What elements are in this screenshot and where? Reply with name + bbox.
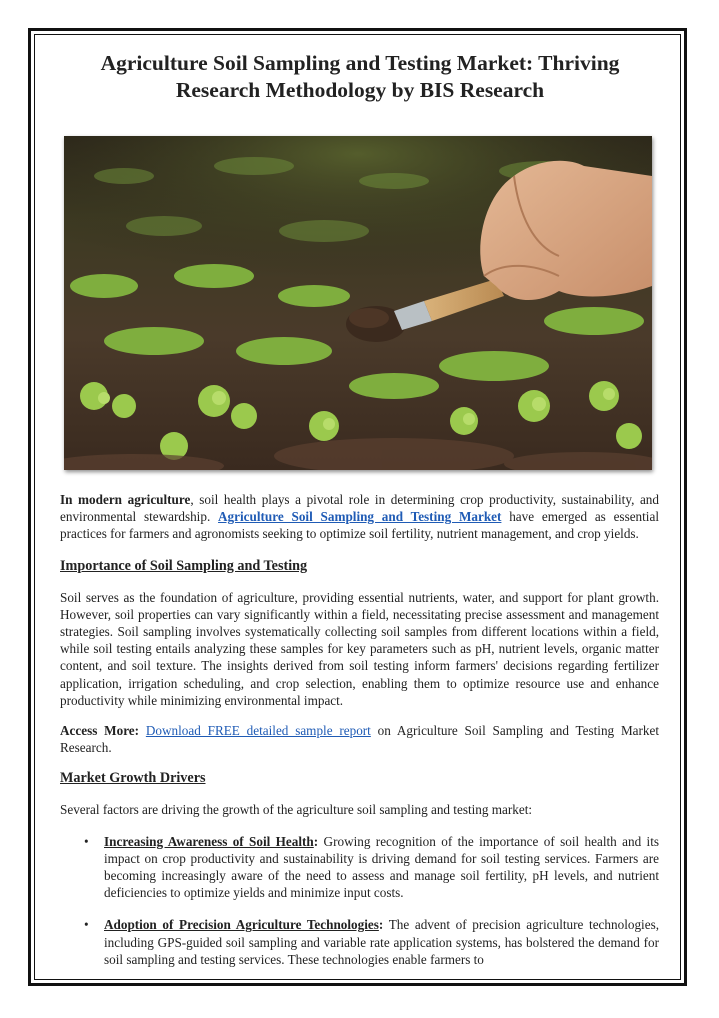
access-more-text: on Agriculture Soil Sampling and Testing Market Research. — [60, 723, 660, 756]
intro-paragraph — [60, 491, 659, 543]
growth-drivers-heading: Market Growth Drivers — [60, 770, 206, 787]
market-report-link[interactable]: Agriculture Soil Sampling and Testing Market — [218, 509, 502, 525]
importance-paragraph: Soil serves as the foundation of agriculture, providing essential nutrients, water, and support for plant growth. However, soil properties can vary significantly within a field, necessitating precise assessment and management strategies. Soil sampling involves systematically collecting soil samples from different locations within a field, while soil testing entails analyzing these samples for key parameters such as pH, nutrient levels, organic matter content, and soil texture. The insights derived from soil testing inform farmers' decisions regarding fertilizer application, irrigation scheduling, and crop selection, enabling them to optimize resource use and enhance productivity while minimizing environmental impact. — [60, 589, 659, 708]
article-body — [60, 491, 659, 968]
bullet-icon: • — [84, 917, 89, 933]
access-more-paragraph — [60, 722, 659, 756]
soil-sampling-photo — [64, 136, 652, 470]
intro-lead: In modern agriculture — [60, 492, 191, 507]
bullet-colon: : — [378, 917, 384, 933]
bullet-title: Increasing Awareness of Soil Health — [104, 833, 314, 849]
growth-drivers-intro: Several factors are driving the growth of the agriculture soil sampling and testing market: — [60, 802, 533, 818]
bullet-title: Adoption of Precision Agriculture Technologies — [104, 917, 379, 933]
access-more-label: Access More: — [60, 723, 140, 739]
bullet-text: Growing recognition of the importance of soil health and its impact on crop productivity and sustainability is driving demand for soil testing services. Farmers are becoming increasingly aware of the need to assess and manage soil fertility, pH levels, and nutrient deficiencies to optimize yields and minimize input costs. — [104, 833, 659, 901]
bullet-colon: : — [313, 833, 319, 849]
list-item — [60, 833, 659, 902]
list-item — [60, 916, 659, 968]
importance-heading: Importance of Soil Sampling and Testing — [60, 557, 308, 574]
growth-drivers-list — [60, 833, 659, 968]
intro-text-1: , soil health plays a pivotal role in determining crop productivity, sustainability, and environmental stewardship. — [60, 492, 659, 525]
intro-text-2: have emerged as essential practices for farmers and agronomists seeking to optimize soil fertility, nutrient management, and crop yields. — [60, 509, 659, 542]
bullet-icon: • — [84, 833, 89, 849]
document-title: Agriculture Soil Sampling and Testing Market: Thriving Research Methodology by BIS Research — [100, 51, 620, 102]
bullet-text: The advent of precision agriculture technologies, including GPS-guided soil sampling and variable rate application systems, has bolstered the demand for soil sampling and testing services. These technologies enable farmers to — [104, 917, 659, 967]
download-sample-link[interactable]: Download FREE detailed sample report — [145, 723, 371, 739]
